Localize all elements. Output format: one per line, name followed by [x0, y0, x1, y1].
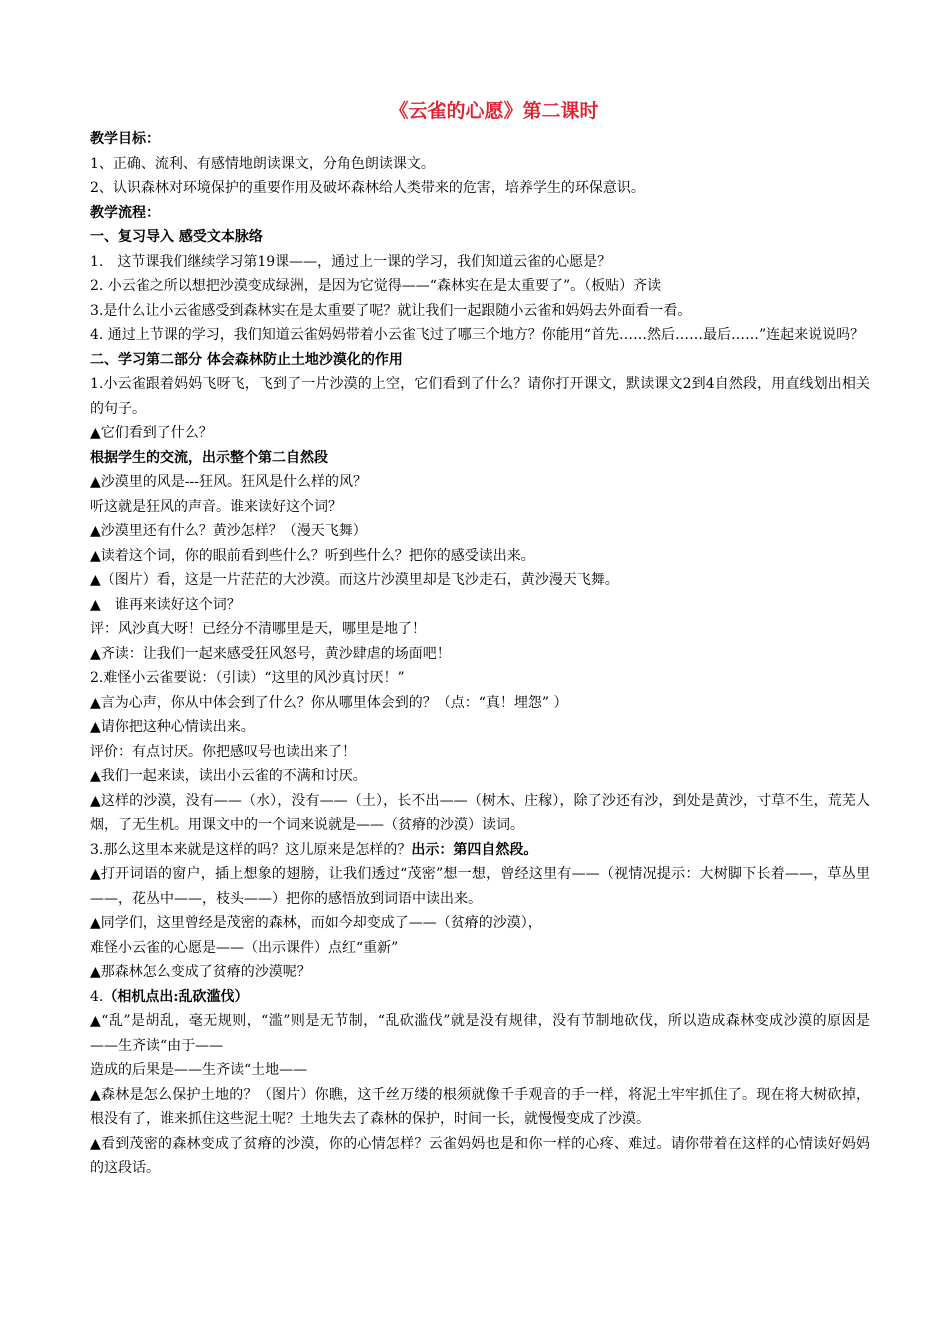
text-line	[90, 715, 870, 740]
text-line-content: ▲沙漠里还有什么？黄沙怎样？（漫天飞舞）	[90, 523, 367, 539]
text-line-content: ▲言为心声，你从中体会到了什么？你从哪里体会到的？（点：“真！埋怨” ）	[90, 694, 568, 711]
text-line-content: ▲（图片）看，这是一片茫茫的大沙漠。而这片沙漠里却是飞沙走石，黄沙漫天飞舞。	[90, 572, 619, 588]
document-page	[90, 98, 870, 1181]
text-line-content: ▲打开词语的窗户，插上想象的翅膀，让我们透过“茂密”想一想，曾经这里有——（视情况提示：大树脚下长着——，草丛里——，花丛中——，枝头——）把你的感悟放到词语中读出来。	[90, 866, 870, 907]
text-line-content: ▲请你把这种心情读出来。	[90, 719, 255, 735]
text-line	[90, 201, 870, 226]
text-line-content: 二、学习第二部分 体会森林防止土地沙漠化的作用	[90, 351, 403, 368]
text-line-content: ▲我们一起来读，读出小云雀的不满和讨厌。	[90, 768, 367, 784]
text-line	[90, 568, 870, 593]
text-line-bold-tail: （相机点出:乱砍滥伐）	[103, 988, 249, 1005]
text-line	[90, 348, 870, 373]
text-line	[90, 446, 870, 471]
text-line-content: 3.那么这里本来就是这样的吗？这儿原来是怎样的？	[90, 841, 412, 858]
text-line-content: ▲森林是怎么保护土地的？（图片）你瞧，这千丝万缕的根须就像千手观音的手一样，将泥土牢牢抓住了。现在将大树砍掉，根没有了，谁来抓住这些泥土呢？土地失去了森林的保护，时间一长，就慢慢变成了沙漠。	[90, 1086, 870, 1127]
text-line	[90, 642, 870, 667]
text-line	[90, 617, 870, 642]
text-line	[90, 372, 870, 421]
text-line	[90, 250, 870, 275]
text-line	[90, 127, 870, 152]
text-line-content: 难怪小云雀的心愿是——（出示课件）点红“重新”	[90, 939, 399, 956]
text-line-content: ▲齐读：让我们一起来感受狂风怒号，黄沙肆虐的场面吧！	[90, 645, 451, 662]
text-line-content: ▲沙漠里的风是---狂风。狂风是什么样的风？	[90, 474, 367, 490]
text-line	[90, 1083, 870, 1132]
text-line-content: 教学目标：	[90, 131, 160, 147]
text-line-content: 2.难怪小云雀要说：（引读）“这里的风沙真讨厌！”	[90, 670, 405, 686]
text-line-content: 根据学生的交流，出示整个第二自然段	[90, 449, 328, 466]
text-line	[90, 862, 870, 911]
text-line	[90, 323, 870, 348]
text-line	[90, 225, 870, 250]
text-line-content: 听这就是狂风的声音。谁来读好这个词？	[90, 498, 342, 515]
text-line-content: ▲那森林怎么变成了贫瘠的沙漠呢？	[90, 964, 311, 980]
text-line	[90, 911, 870, 936]
text-line	[90, 176, 870, 201]
text-line-content: ▲它们看到了什么？	[90, 425, 213, 441]
text-line	[90, 1132, 870, 1181]
text-line-content: ▲这样的沙漠，没有——（水），没有——（土），长不出——（树木、庄稼），除了沙还有沙，到处是黄沙，寸草不生，荒芜人烟，了无生机。用课文中的一个词来说就是——（贫瘠的沙漠）读词。	[90, 792, 870, 833]
text-line	[90, 960, 870, 985]
text-line-content: 2、认识森林对环境保护的重要作用及破坏森林给人类带来的危害，培养学生的环保意识。	[90, 180, 645, 196]
text-line-content: ▲“乱”是胡乱，毫无规则，“滥”则是无节制，“乱砍滥伐”就是没有规律，没有节制地砍伐，所以造成森林变成沙漠的原因是——生齐读“由于——	[90, 1013, 870, 1054]
text-line	[90, 299, 870, 324]
document-title: 《云雀的心愿》第二课时	[389, 100, 599, 122]
text-line	[90, 421, 870, 446]
text-line	[90, 789, 870, 838]
text-line-content: 1.小云雀跟着妈妈飞呀飞，飞到了一片沙漠的上空，它们看到了什么？请你打开课文，默读课文2到4自然段，用直线划出相关的句子。	[90, 376, 870, 417]
text-line	[90, 985, 870, 1010]
text-line	[90, 495, 870, 520]
text-line-content: ▲同学们，这里曾经是茂密的森林，而如今却变成了——（贫瘠的沙漠），	[90, 915, 542, 931]
text-line-content: 3.是什么让小云雀感受到森林实在是太重要了呢？就让我们一起跟随小云雀和妈妈去外面看一看。	[90, 302, 692, 319]
text-line	[90, 593, 870, 618]
text-line	[90, 838, 870, 863]
text-line-bold-tail: 出示：第四自然段。	[411, 841, 538, 858]
text-line	[90, 1058, 870, 1083]
text-line-content: 2. 小云雀之所以想把沙漠变成绿洲，是因为它觉得——“森林实在是太重要了”。（板贴）齐读	[90, 278, 662, 294]
text-line	[90, 470, 870, 495]
text-line-content: 4. 通过上节课的学习，我们知道云雀妈妈带着小云雀飞过了哪三个地方？你能用“首先……然后……最后……”连起来说说吗？	[90, 327, 865, 343]
text-line-content: 教学流程：	[90, 204, 160, 221]
text-line-content: 1. 这节课我们继续学习第19课——，通过上一课的学习，我们知道云雀的心愿是？	[90, 253, 612, 270]
text-line-content: 一、复习导入 感受文本脉络	[90, 229, 263, 245]
text-line	[90, 544, 870, 569]
text-line	[90, 666, 870, 691]
text-line	[90, 740, 870, 765]
text-line-content: 评：风沙真大呀！已经分不清哪里是天，哪里是地了！	[90, 621, 426, 637]
text-line-content: 4.	[90, 988, 104, 1005]
text-line	[90, 764, 870, 789]
text-line	[90, 274, 870, 299]
text-line-content: 造成的后果是——生齐读“土地——	[90, 1062, 308, 1078]
text-line	[90, 936, 870, 961]
text-line-content: 评价：有点讨厌。你把感叹号也读出来了！	[90, 743, 356, 760]
document-body	[90, 127, 870, 1181]
text-line	[90, 1009, 870, 1058]
text-line-content: ▲看到茂密的森林变成了贫瘠的沙漠，你的心情怎样？云雀妈妈也是和你一样的心疼、难过。请你带着在这样的心情读好妈妈的这段话。	[90, 1135, 870, 1176]
text-line	[90, 519, 870, 544]
text-line-content: ▲读着这个词，你的眼前看到些什么？听到些什么？把你的感受读出来。	[90, 547, 535, 564]
text-line	[90, 152, 870, 177]
text-line-content: ▲ 谁再来读好这个词？	[90, 596, 241, 613]
text-line	[90, 691, 870, 716]
text-line-content: 1、正确、流利、有感情地朗读课文，分角色朗读课文。	[90, 155, 435, 172]
